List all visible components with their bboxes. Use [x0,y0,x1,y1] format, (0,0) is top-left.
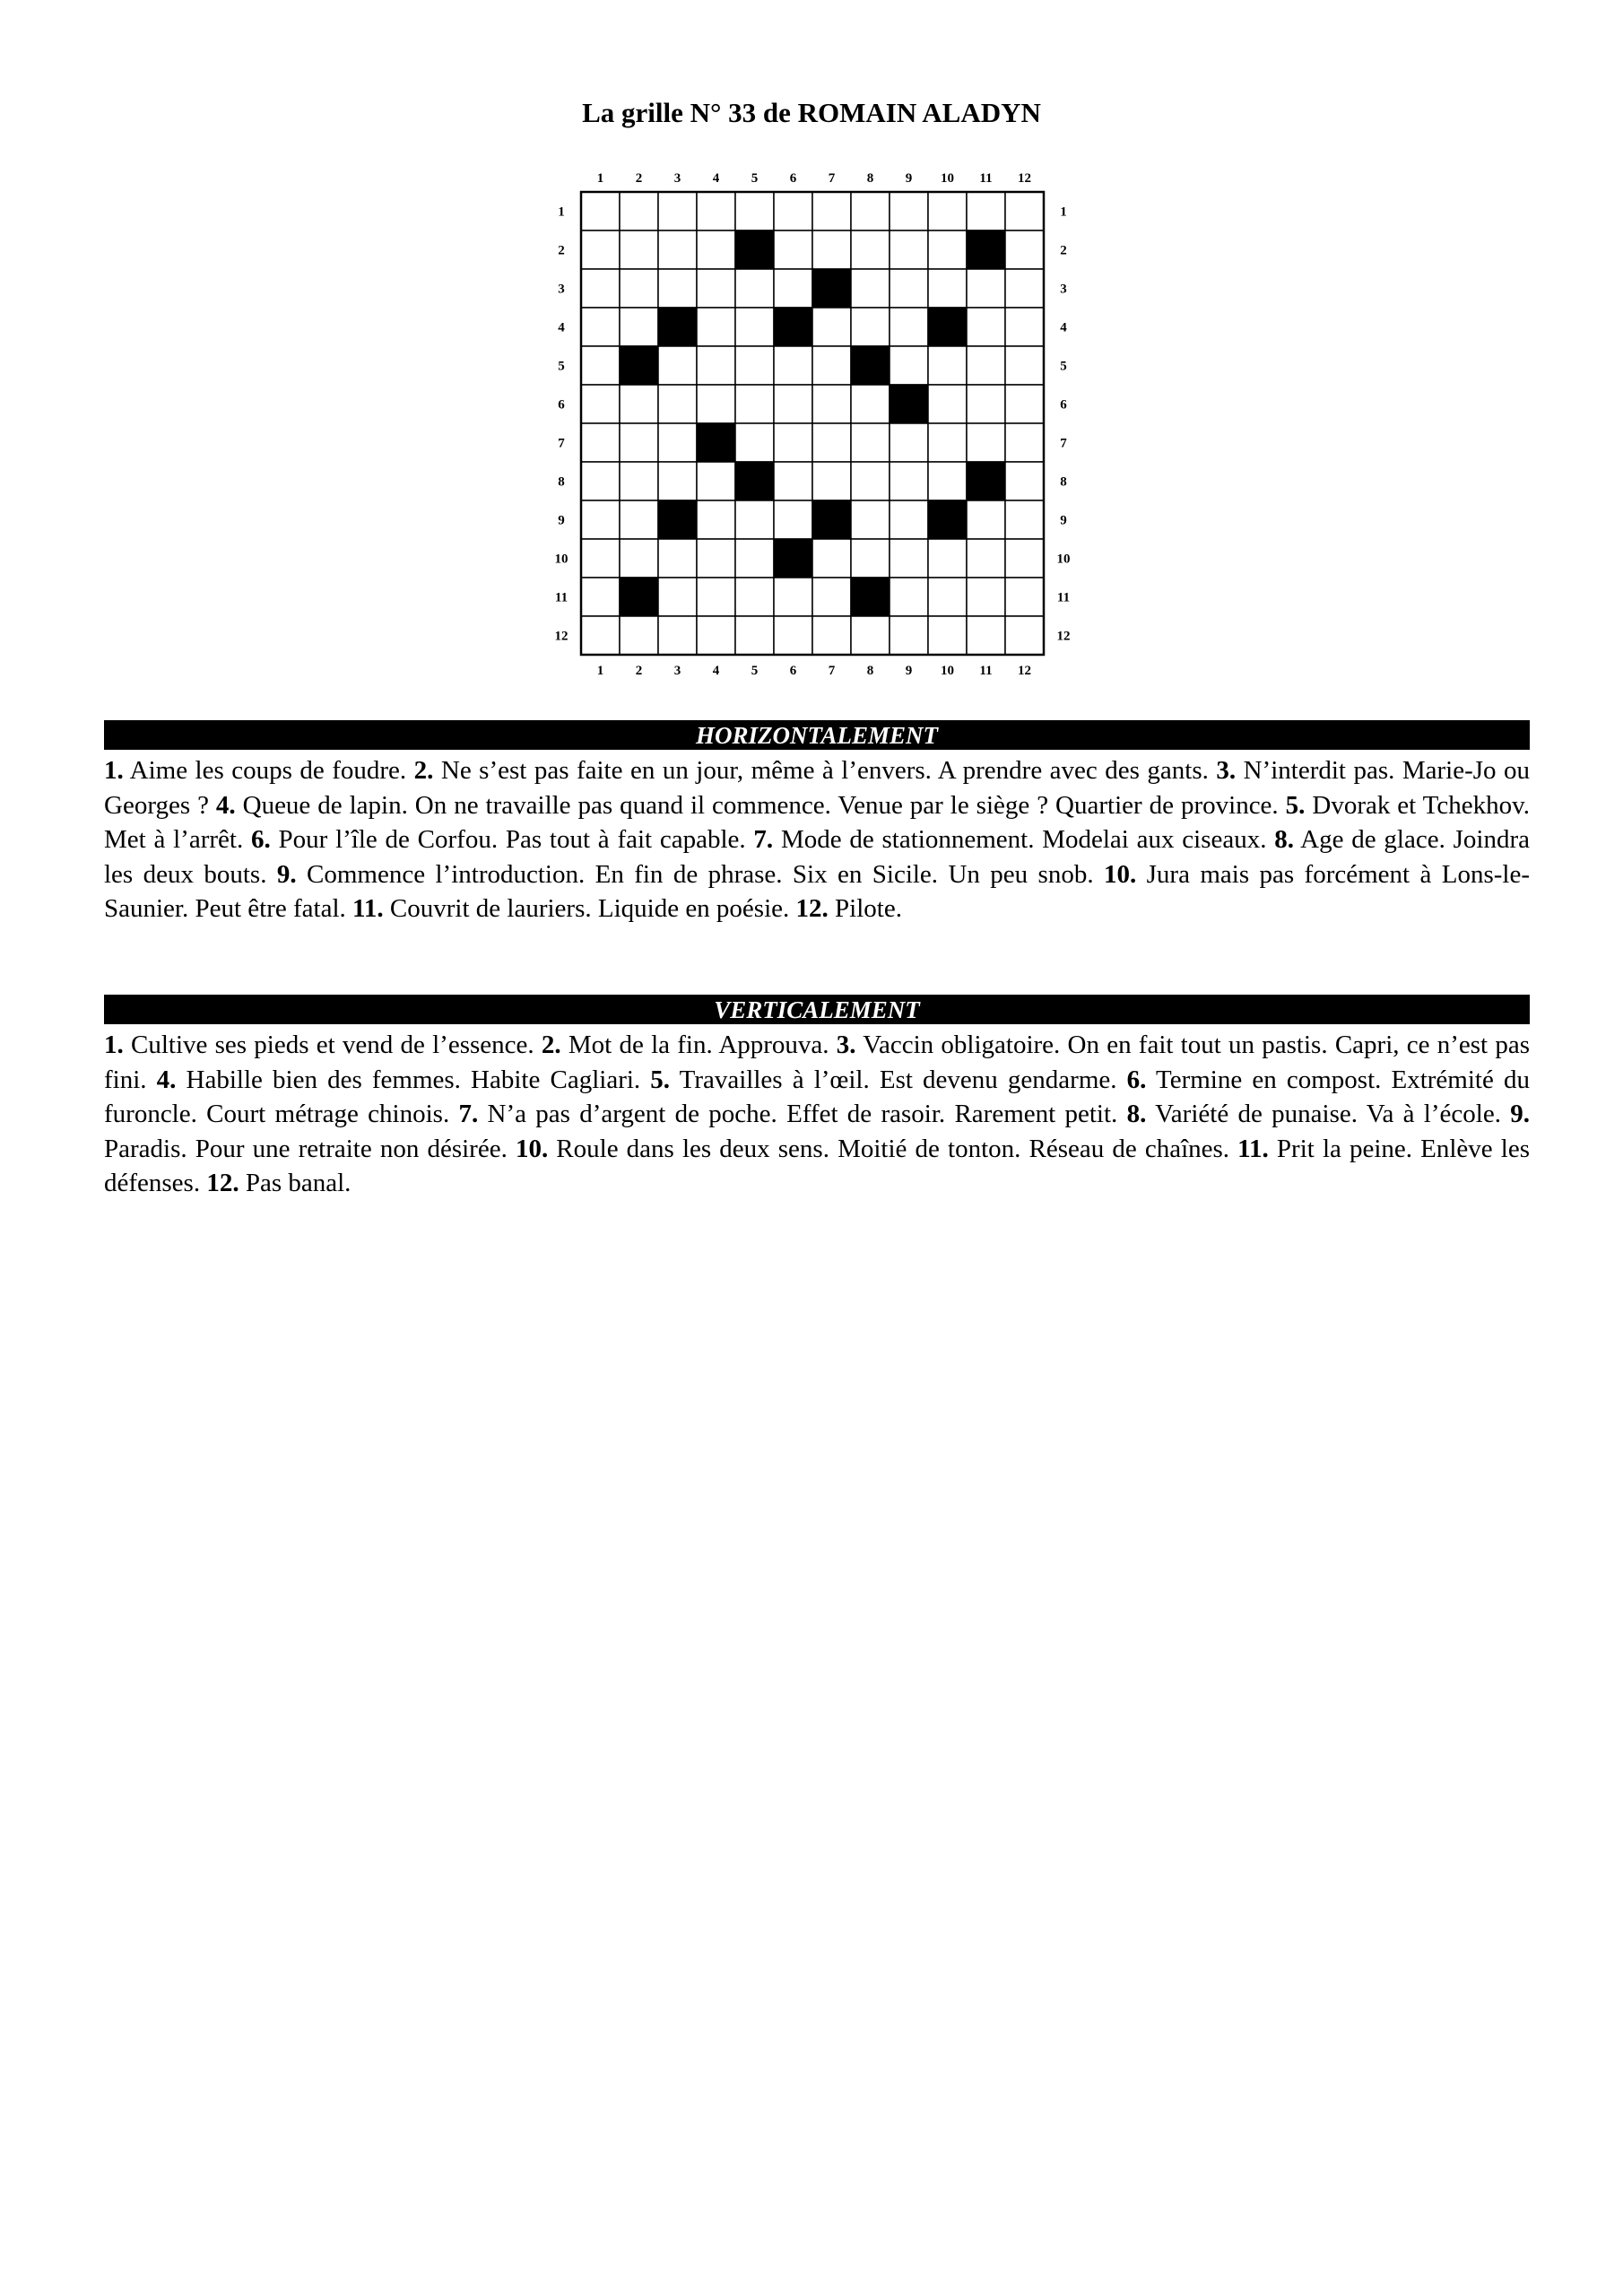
grid-cell[interactable] [658,269,697,308]
grid-cell[interactable] [581,500,620,539]
grid-cell[interactable] [735,269,774,308]
grid-cell[interactable] [581,385,620,423]
clue-number: 12. [795,894,829,923]
across-clues [104,753,1530,926]
column-label-bottom: 11 [979,664,993,678]
grid-cell[interactable] [735,616,774,655]
grid-cell[interactable] [967,269,1005,308]
clue-text: Variété de punaise. Va à l’école. [1146,1100,1511,1128]
grid-cell[interactable] [774,500,812,539]
row-label-right: 12 [1056,629,1071,644]
grid-cell[interactable] [697,462,735,500]
grid-cell[interactable] [967,192,1005,230]
row-label-left: 4 [558,320,565,335]
row-label-right: 1 [1060,204,1067,220]
grid-cell[interactable] [581,230,620,269]
crossword-grid [0,0,1623,682]
black-cell [620,346,658,385]
grid-cell[interactable] [658,616,697,655]
column-label-top: 10 [941,171,954,186]
grid-cell[interactable] [1005,269,1044,308]
grid-cell[interactable] [697,578,735,616]
row-label-left: 11 [554,590,568,605]
grid-cell[interactable] [1005,423,1044,462]
grid-cell[interactable] [890,578,928,616]
grid-cell[interactable] [1005,385,1044,423]
grid-cell[interactable] [1005,230,1044,269]
column-label-bottom: 12 [1018,664,1031,678]
grid-cell[interactable] [774,423,812,462]
clue-text: Habille bien des femmes. Habite Cagliari. [176,1065,651,1094]
clue-text: Age de glace. Joindra les deux bouts. [104,825,1530,889]
grid-cell[interactable] [697,500,735,539]
row-label-left: 9 [558,513,565,528]
clue-number: 2. [541,1031,561,1059]
clue-number: 8. [1126,1100,1147,1128]
row-label-left: 2 [558,243,565,258]
column-label-top: 2 [635,171,643,186]
row-label-right: 10 [1056,552,1071,567]
column-label-top: 5 [751,171,759,186]
clue-number: 10. [1103,859,1137,889]
black-cell [774,308,812,346]
row-label-right: 2 [1060,243,1067,258]
row-label-right: 7 [1060,436,1067,451]
black-cell [890,385,928,423]
grid-cell[interactable] [581,346,620,385]
column-label-bottom: 5 [751,664,759,678]
clue-number: 5. [1285,790,1306,820]
grid-cell[interactable] [812,230,851,269]
row-label-right: 11 [1056,590,1071,605]
grid-cell[interactable] [581,192,620,230]
column-label-bottom: 10 [941,664,954,678]
column-label-top: 3 [673,171,681,186]
crossword-grid-area [0,0,1623,682]
black-cell [735,230,774,269]
clue-text: Paradis. Pour une retraite non désirée. [104,1134,516,1163]
clue-text: Queue de lapin. On ne travaille pas quand il commence. Venue par le siège ? Quartier de province. [235,790,1286,820]
clue-number: 1. [104,756,124,785]
row-label-right: 8 [1060,474,1067,490]
column-label-top: 4 [712,171,720,186]
grid-cell[interactable] [581,616,620,655]
row-label-left: 10 [554,552,568,567]
row-label-left: 7 [558,436,565,451]
clue-text: Vaccin obligatoire. On en fait tout un pastis. Capri, ce n’est pas fini. [104,1031,1530,1094]
clue-text: Travailles à l’œil. Est devenu gendarme. [670,1065,1127,1094]
row-label-left: 1 [558,204,565,220]
grid-cell[interactable] [890,423,928,462]
clue-text: Ne s’est pas faite en un jour, même à l’envers. A prendre avec des gants. [433,756,1217,785]
row-label-left: 12 [554,629,568,644]
grid-cell[interactable] [697,308,735,346]
across-header: HORIZONTALEMENT [104,720,1530,750]
grid-cell[interactable] [658,230,697,269]
grid-cell[interactable] [581,462,620,500]
grid-cell[interactable] [851,230,890,269]
grid-cell[interactable] [928,230,967,269]
column-label-bottom: 3 [673,664,681,678]
clue-text: Couvrit de lauriers. Liquide en poésie. [383,894,796,923]
black-cell [812,269,851,308]
grid-cell[interactable] [967,346,1005,385]
row-label-right: 9 [1060,513,1067,528]
black-cell [620,578,658,616]
clue-number: 2. [413,756,434,785]
grid-cell[interactable] [697,539,735,578]
grid-cell[interactable] [812,308,851,346]
grid-cell[interactable] [1005,308,1044,346]
clue-text: Mot de la fin. Approuva. [560,1031,837,1059]
clue-text: Jura mais pas forcément à Lons-le-Saunier. Peut être fatal. [104,859,1531,923]
black-cell [967,462,1005,500]
grid-cell[interactable] [774,616,812,655]
grid-cell[interactable] [735,423,774,462]
grid-cell[interactable] [774,269,812,308]
grid-cell[interactable] [658,423,697,462]
column-label-top: 1 [596,171,604,186]
clue-number: 7. [753,825,774,854]
grid-cell[interactable] [890,616,928,655]
across-section [104,720,1530,926]
grid-cell[interactable] [1005,539,1044,578]
grid-cell[interactable] [620,192,658,230]
grid-cell[interactable] [735,192,774,230]
grid-cell[interactable] [851,539,890,578]
grid-cell[interactable] [697,230,735,269]
grid-cell[interactable] [890,462,928,500]
clue-number: 11. [352,894,384,923]
grid-cell[interactable] [851,269,890,308]
clue-number: 11. [1237,1134,1269,1163]
grid-cell[interactable] [620,423,658,462]
grid-cell[interactable] [812,539,851,578]
grid-cell[interactable] [581,269,620,308]
grid-cell[interactable] [620,385,658,423]
grid-cell[interactable] [812,192,851,230]
grid-cell[interactable] [812,578,851,616]
clue-number: 9. [276,859,297,889]
grid-cell[interactable] [928,423,967,462]
grid-cell[interactable] [620,539,658,578]
clue-number: 12. [206,1169,239,1197]
black-cell [812,500,851,539]
grid-cell[interactable] [658,192,697,230]
clue-text: Pas banal. [239,1169,352,1197]
grid-cell[interactable] [890,230,928,269]
grid-cell[interactable] [774,346,812,385]
black-cell [928,500,967,539]
grid-cell[interactable] [967,616,1005,655]
grid-cell[interactable] [967,578,1005,616]
grid-cell[interactable] [697,192,735,230]
grid-cell[interactable] [774,385,812,423]
grid-cell[interactable] [928,462,967,500]
grid-cell[interactable] [697,616,735,655]
clue-number: 3. [1216,756,1237,785]
clue-number: 5. [650,1065,671,1094]
column-label-top: 11 [979,171,993,186]
column-label-top: 12 [1018,171,1031,186]
clue-number: 7. [458,1100,479,1128]
black-cell [928,308,967,346]
row-label-right: 6 [1060,397,1067,413]
grid-cell[interactable] [851,423,890,462]
grid-cell[interactable] [928,616,967,655]
column-label-top: 6 [789,171,797,186]
clue-text: N’interdit pas. Marie-Jo ou Georges ? [104,756,1531,820]
black-cell [967,230,1005,269]
clue-text: Cultive ses pieds et vend de l’essence. [123,1031,542,1059]
grid-cell[interactable] [1005,500,1044,539]
clue-text: N’a pas d’argent de poche. Effet de rasoir. Rarement petit. [478,1100,1127,1128]
grid-cell[interactable] [658,578,697,616]
grid-cell[interactable] [851,192,890,230]
grid-cell[interactable] [658,462,697,500]
column-label-bottom: 1 [596,664,604,678]
grid-cell[interactable] [735,578,774,616]
grid-cell[interactable] [967,308,1005,346]
row-label-left: 5 [558,359,565,374]
clue-text: Termine en compost. Extrémité du furoncle. Court métrage chinois. [104,1065,1530,1128]
grid-cell[interactable] [620,500,658,539]
clue-number: 10. [515,1134,549,1163]
grid-cell[interactable] [735,346,774,385]
grid-cell[interactable] [928,578,967,616]
clue-text: Dvorak et Tchekhov. Met à l’arrêt. [104,790,1530,854]
grid-cell[interactable] [581,578,620,616]
grid-cell[interactable] [620,230,658,269]
row-label-left: 8 [558,474,565,490]
grid-cell[interactable] [1005,346,1044,385]
black-cell [851,346,890,385]
black-cell [658,500,697,539]
grid-cell[interactable] [812,346,851,385]
grid-cell[interactable] [581,539,620,578]
black-cell [658,308,697,346]
grid-cell[interactable] [1005,462,1044,500]
grid-cell[interactable] [928,346,967,385]
column-label-bottom: 2 [635,664,643,678]
row-label-right: 4 [1060,320,1067,335]
grid-cell[interactable] [735,500,774,539]
page-title: La grille N° 33 de ROMAIN ALADYN [582,97,1041,128]
grid-cell[interactable] [581,308,620,346]
black-cell [697,423,735,462]
grid-cell[interactable] [1005,578,1044,616]
column-label-bottom: 7 [828,664,836,678]
clue-text: Pour l’île de Corfou. Pas tout à fait capable. [270,825,754,854]
grid-cell[interactable] [928,539,967,578]
column-label-top: 7 [828,171,836,186]
clue-number: 4. [156,1065,177,1094]
grid-cell[interactable] [735,385,774,423]
grid-cell[interactable] [967,423,1005,462]
grid-cell[interactable] [890,308,928,346]
grid-cell[interactable] [620,616,658,655]
grid-cell[interactable] [967,385,1005,423]
grid-cell[interactable] [620,269,658,308]
clue-text: Aime les coups de foudre. [123,756,414,785]
black-cell [735,462,774,500]
grid-cell[interactable] [620,308,658,346]
clue-text: Mode de stationnement. Modelai aux ciseaux. [773,825,1275,854]
clue-number: 8. [1274,825,1295,854]
grid-cell[interactable] [851,500,890,539]
down-header: VERTICALEMENT [104,995,1530,1024]
row-label-right: 3 [1060,282,1067,297]
grid-cell[interactable] [928,385,967,423]
clue-number: 3. [836,1031,856,1059]
grid-cell[interactable] [735,308,774,346]
column-label-top: 8 [866,171,874,186]
grid-cell[interactable] [928,192,967,230]
grid-cell[interactable] [890,269,928,308]
grid-cell[interactable] [774,192,812,230]
grid-cell[interactable] [812,385,851,423]
column-label-bottom: 6 [789,664,797,678]
clue-text: Commence l’introduction. En fin de phrase. Six en Sicile. Un peu snob. [296,859,1104,889]
column-label-bottom: 8 [866,664,874,678]
grid-cell[interactable] [620,462,658,500]
grid-cell[interactable] [581,423,620,462]
black-cell [851,578,890,616]
grid-cell[interactable] [851,616,890,655]
grid-cell[interactable] [658,346,697,385]
grid-cell[interactable] [890,346,928,385]
column-label-bottom: 9 [905,664,913,678]
down-section [104,995,1530,1201]
grid-cell[interactable] [658,385,697,423]
grid-cell[interactable] [774,462,812,500]
black-cell [774,539,812,578]
grid-cell[interactable] [774,578,812,616]
grid-cell[interactable] [1005,192,1044,230]
grid-cell[interactable] [851,385,890,423]
clue-text: Roule dans les deux sens. Moitié de tonton. Réseau de chaînes. [548,1134,1238,1163]
clue-text: Pilote. [828,894,902,923]
grid-cell[interactable] [967,500,1005,539]
clue-text: Prit la peine. Enlève les défenses. [104,1134,1530,1197]
grid-cell[interactable] [890,500,928,539]
grid-cell[interactable] [697,385,735,423]
down-clues [104,1028,1530,1201]
clue-number: 6. [250,825,271,854]
row-label-right: 5 [1060,359,1067,374]
grid-cell[interactable] [697,269,735,308]
grid-cell[interactable] [774,230,812,269]
grid-cell[interactable] [735,539,774,578]
grid-cell[interactable] [928,269,967,308]
clue-number: 4. [215,790,236,820]
grid-cell[interactable] [890,539,928,578]
grid-cell[interactable] [812,462,851,500]
grid-cell[interactable] [812,616,851,655]
grid-cell[interactable] [1005,616,1044,655]
clue-number: 9. [1510,1100,1530,1128]
row-label-left: 3 [558,282,565,297]
grid-cell[interactable] [967,539,1005,578]
grid-cell[interactable] [658,539,697,578]
clue-number: 6. [1126,1065,1147,1094]
column-label-top: 9 [905,171,913,186]
column-label-bottom: 4 [712,664,720,678]
row-label-left: 6 [558,397,565,413]
grid-cell[interactable] [697,346,735,385]
clue-number: 1. [104,1031,124,1059]
grid-cell[interactable] [890,192,928,230]
grid-cell[interactable] [812,423,851,462]
grid-cell[interactable] [851,462,890,500]
grid-cell[interactable] [851,308,890,346]
